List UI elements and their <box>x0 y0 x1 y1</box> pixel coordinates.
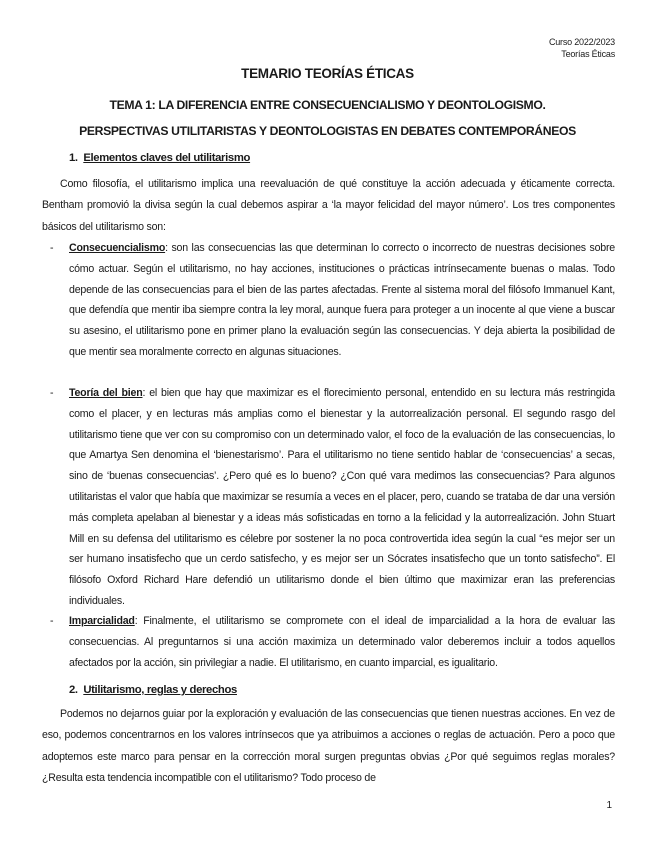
section-2-number: 2. <box>69 684 78 696</box>
subject-name: Teorías Éticas <box>561 49 615 59</box>
page-number: 1 <box>606 800 612 811</box>
section-1-intro <box>42 174 615 238</box>
section-2-paragraph <box>42 704 615 789</box>
term-consecuencialismo: Consecuencialismo <box>69 242 166 254</box>
document-title: TEMARIO TEORÍAS ÉTICAS <box>241 66 414 81</box>
section-2-heading <box>69 684 237 696</box>
section-1-title: Elementos claves del utilitarismo <box>83 152 251 164</box>
term-imparcialidad: Imparcialidad <box>69 615 135 627</box>
definition-teoria-del-bien: : el bien que hay que maximizar es el florecimiento personal, entendido en su lectura más restringida como el placer, y en lecturas más amplias como el bienestar y la autorrealización personal. El segundo rasgo del utilitarismo tiene que ver con su compromiso con un determinado valor, el foco de la evaluación de las consecuencias, lo que Amartya Sen denomina el ‘bienestarismo’. Para el utilitarismo no tiene sentido hablar de ‘consecuencias’ a secas, sino de ‘buenas consecuencias’. ¿Pero qué es lo bueno? ¿Con qué vara medimos las consecuencias? Para algunos utilitaristas el valor que había que maximizar se resumía a veces en el placer, pero, cuando se trataba de dar una versión más completa apelaban al bienestar y a ideas más sofisticadas en torno a la felicidad y la autorrealización. John Stuart Mill en su defensa del utilitarismo es célebre por sostener la no poca controvertida idea según la cual “es mejor ser un ser humano insatisfecho que un cerdo satisfecho, y es mejor ser un Sócrates insatisfecho que un tonto satisfecho”. El filósofo Oxford Richard Hare defendió un utilitarismo donde el bien último que maximizar eran las preferencias individuales. <box>69 387 615 607</box>
header-info <box>549 36 615 60</box>
list-item-imparcialidad <box>42 611 615 673</box>
term-teoria-del-bien: Teoría del bien <box>69 387 143 399</box>
intro-text: Como filosofía, el utilitarismo implica una reevaluación de qué constituye la acción adecuada y éticamente correcta. Bentham promovió la divisa según la cual debemos aspirar a ‘la mayor felicidad del mayor número’. Los tres componentes básicos del utilitarismo son: <box>42 178 615 233</box>
section-1-number: 1. <box>69 152 78 164</box>
definition-consecuencialismo: : son las consecuencias las que determinan lo correcto o incorrecto de nuestras decisiones sobre cómo actuar. Según el utilitarismo, no hay acciones, instituciones o prácticas intrínsecamente buenas o malas. Todo depende de las consecuencias para el bien de las partes afectadas. Frente al sistema moral del filósofo Immanuel Kant, que defendía que mentir iba siempre contra la ley moral, aunque fuera para proteger a un inocente al que viene a buscar su asesino, el utilitarismo pone en primer plano la evaluación según las consecuencias. Y deja abierta la posibilidad de que mentir sea moralmente correcto en algunas situaciones. <box>69 242 615 358</box>
list-item-consecuencialismo <box>42 238 615 363</box>
list-dash: - <box>50 387 54 399</box>
section-2-title: Utilitarismo, reglas y derechos <box>83 684 237 696</box>
subtitle-line-2: PERSPECTIVAS UTILITARISTAS Y DEONTOLOGISTAS EN DEBATES CONTEMPORÁNEOS <box>79 124 576 138</box>
definition-imparcialidad: : Finalmente, el utilitarismo se compromete con el ideal de imparcialidad a la hora de evaluar las consecuencias. Al preguntarnos si una acción maximiza un determinado valor deberemos incluir a todos aquellos afectados por la acción, sin privilegiar a nadie. El utilitarismo, en cuanto imparcial, es igualitario. <box>69 615 615 669</box>
list-dash: - <box>50 615 54 627</box>
section-2-text: Podemos no dejarnos guiar por la exploración y evaluación de las consecuencias que tienen nuestras acciones. En vez de eso, podemos concentrarnos en los valores intrínsecos que ya atribuimos a acciones o reglas de actuación. Pero a poco que adoptemos este marco para pensar en la corrección moral surgen preguntas obvias ¿Por qué seguimos reglas morales? ¿Resulta esta tendencia incompatible con el utilitarismo? Todo proceso de <box>42 708 615 784</box>
subtitle-line-1: TEMA 1: LA DIFERENCIA ENTRE CONSECUENCIALISMO Y DEONTOLOGISMO. <box>109 98 546 112</box>
course-year: Curso 2022/2023 <box>548 37 615 47</box>
list-item-teoria-del-bien <box>42 383 615 612</box>
section-1-heading <box>69 152 250 164</box>
list-dash: - <box>50 242 54 254</box>
